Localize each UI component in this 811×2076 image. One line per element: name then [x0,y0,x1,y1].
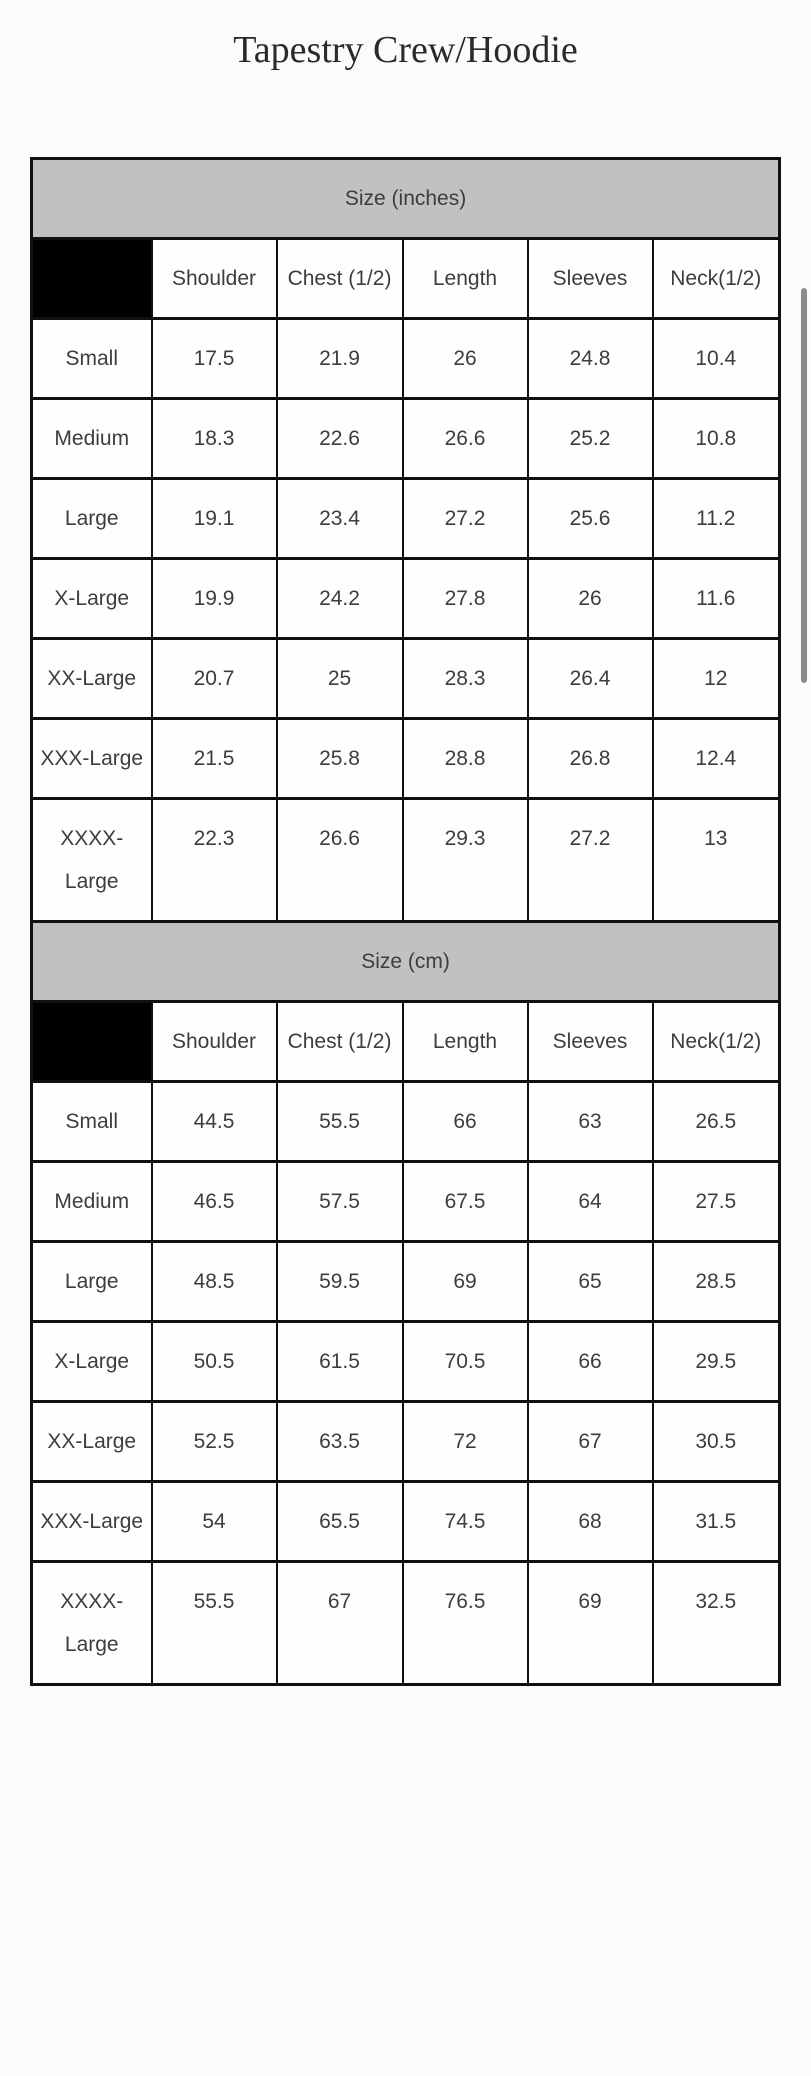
value-cell: 26 [528,558,653,638]
value-cell: 26.8 [528,718,653,798]
size-label-cell: XX-Large [32,1401,152,1481]
value-cell: 28.8 [403,718,528,798]
table-row [32,718,780,798]
table-row [32,798,780,921]
value-cell: 12.4 [653,718,780,798]
value-cell: 55.5 [152,1561,277,1684]
value-cell: 48.5 [152,1241,277,1321]
value-cell: 22.6 [277,398,403,478]
value-cell: 65.5 [277,1481,403,1561]
value-cell: 65 [528,1241,653,1321]
value-cell: 24.2 [277,558,403,638]
column-header-neck: Neck(1/2) [653,1001,780,1081]
value-cell: 13 [653,798,780,921]
value-cell: 21.5 [152,718,277,798]
column-header-length: Length [403,1001,528,1081]
value-cell: 44.5 [152,1081,277,1161]
value-cell: 17.5 [152,318,277,398]
size-label-cell: Medium [32,398,152,478]
column-header-sleeves: Sleeves [528,1001,653,1081]
value-cell: 61.5 [277,1321,403,1401]
value-cell: 26.4 [528,638,653,718]
value-cell: 26.6 [403,398,528,478]
table-row [32,1561,780,1684]
table-row [32,398,780,478]
value-cell: 27.8 [403,558,528,638]
value-cell: 28.3 [403,638,528,718]
value-cell: 46.5 [152,1161,277,1241]
value-cell: 25.8 [277,718,403,798]
header-corner-cell [32,1001,152,1081]
value-cell: 70.5 [403,1321,528,1401]
value-cell: 27.5 [653,1161,780,1241]
table-row [32,1321,780,1401]
value-cell: 21.9 [277,318,403,398]
header-corner-cell [32,238,152,318]
table-row [32,478,780,558]
value-cell: 11.2 [653,478,780,558]
value-cell: 29.3 [403,798,528,921]
value-cell: 69 [403,1241,528,1321]
value-cell: 25.6 [528,478,653,558]
value-cell: 29.5 [653,1321,780,1401]
value-cell: 57.5 [277,1161,403,1241]
size-label-cell: XXX-Large [32,718,152,798]
value-cell: 67 [277,1561,403,1684]
column-header-chest: Chest (1/2) [277,238,403,318]
table-row [32,1481,780,1561]
value-cell: 74.5 [403,1481,528,1561]
value-cell: 23.4 [277,478,403,558]
table-row [32,1241,780,1321]
value-cell: 19.9 [152,558,277,638]
value-cell: 20.7 [152,638,277,718]
size-label-cell: X-Large [32,1321,152,1401]
value-cell: 68 [528,1481,653,1561]
table-row [32,1081,780,1161]
header-row-inches [32,238,780,318]
value-cell: 52.5 [152,1401,277,1481]
page-title: Tapestry Crew/Hoodie [233,29,578,71]
column-header-shoulder: Shoulder [152,1001,277,1081]
size-label-cell: Medium [32,1161,152,1241]
column-header-chest: Chest (1/2) [277,1001,403,1081]
value-cell: 66 [528,1321,653,1401]
value-cell: 54 [152,1481,277,1561]
section-caption-cm: Size (cm) [32,921,780,1001]
value-cell: 22.3 [152,798,277,921]
value-cell: 12 [653,638,780,718]
table-row [32,558,780,638]
size-label-cell: XXX-Large [32,1481,152,1561]
value-cell: 50.5 [152,1321,277,1401]
value-cell: 69 [528,1561,653,1684]
value-cell: 27.2 [403,478,528,558]
value-cell: 30.5 [653,1401,780,1481]
value-cell: 27.2 [528,798,653,921]
table-row [32,1161,780,1241]
value-cell: 63.5 [277,1401,403,1481]
size-label-cell: Large [32,1241,152,1321]
value-cell: 72 [403,1401,528,1481]
value-cell: 76.5 [403,1561,528,1684]
value-cell: 26 [403,318,528,398]
value-cell: 25 [277,638,403,718]
value-cell: 10.4 [653,318,780,398]
table-row [32,318,780,398]
value-cell: 59.5 [277,1241,403,1321]
size-label-cell: Small [32,318,152,398]
value-cell: 66 [403,1081,528,1161]
column-header-sleeves: Sleeves [528,238,653,318]
value-cell: 26.5 [653,1081,780,1161]
column-header-length: Length [403,238,528,318]
value-cell: 32.5 [653,1561,780,1684]
table-row [32,638,780,718]
value-cell: 55.5 [277,1081,403,1161]
value-cell: 18.3 [152,398,277,478]
value-cell: 28.5 [653,1241,780,1321]
value-cell: 64 [528,1161,653,1241]
table-row [32,1401,780,1481]
value-cell: 67 [528,1401,653,1481]
section-caption-inches: Size (inches) [32,158,780,238]
size-label-cell: Large [32,478,152,558]
section-row-inches [32,158,780,238]
value-cell: 26.6 [277,798,403,921]
value-cell: 11.6 [653,558,780,638]
value-cell: 31.5 [653,1481,780,1561]
value-cell: 10.8 [653,398,780,478]
header-row-cm [32,1001,780,1081]
size-label-cell: Small [32,1081,152,1161]
column-header-shoulder: Shoulder [152,238,277,318]
value-cell: 19.1 [152,478,277,558]
value-cell: 24.8 [528,318,653,398]
size-label-cell: X-Large [32,558,152,638]
scrollbar-thumb[interactable] [801,288,807,683]
value-cell: 25.2 [528,398,653,478]
size-chart-table [30,157,781,1686]
column-header-neck: Neck(1/2) [653,238,780,318]
size-label-cell: XXXX-Large [32,1561,152,1684]
value-cell: 67.5 [403,1161,528,1241]
section-row-cm [32,921,780,1001]
size-label-cell: XX-Large [32,638,152,718]
value-cell: 63 [528,1081,653,1161]
size-label-cell: XXXX-Large [32,798,152,921]
